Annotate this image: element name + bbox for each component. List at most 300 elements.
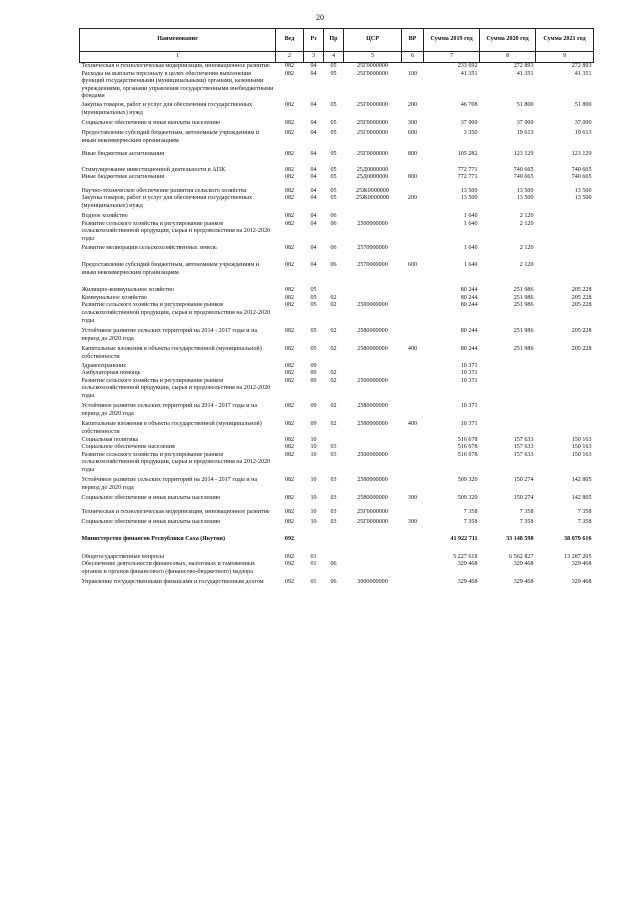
row-pr: 06	[330, 262, 337, 269]
table-row	[80, 536, 594, 553]
budget-table	[79, 28, 594, 587]
row-sum-2019: 1 640	[463, 220, 478, 227]
row-name: Устойчивое развитие сельских территорий на 2014 - 2017 годы и на период до 2020 года	[81, 477, 258, 491]
header-cell: Сумма 2020 год	[480, 29, 536, 52]
row-name: Капитальные вложения в объекты государственной (муниципальной) собственности	[81, 346, 262, 360]
row-name: Общегосударственные вопросы	[81, 553, 165, 560]
row-pr: 05	[330, 63, 337, 69]
row-csr	[344, 554, 402, 562]
row-rz: 10	[310, 436, 317, 443]
row-ved: 092	[284, 536, 295, 543]
row-sum-2019: 10 371	[460, 421, 478, 428]
page-number: 20	[316, 13, 324, 22]
row-sum-2021: 272 893	[571, 63, 592, 69]
row-vr: 300	[407, 495, 418, 502]
header-cell: Вед	[276, 29, 304, 52]
row-vr	[402, 302, 424, 328]
table-row	[80, 363, 594, 371]
row-vr: 300	[407, 518, 418, 525]
row-name: Научно-техническое обеспечение развития сельского хозяйства	[81, 187, 247, 194]
row-sum-2020: 2 120	[519, 220, 534, 227]
row-vr	[402, 221, 424, 245]
header-cell: Пр	[324, 29, 344, 52]
row-vr: 200	[407, 102, 418, 109]
row-rz: 04	[310, 174, 317, 181]
row-pr: 02	[330, 328, 337, 335]
row-sum-2020: 33 148 598	[506, 536, 534, 543]
row-csr: 25Г0000000	[357, 120, 388, 127]
row-pr: 02	[330, 370, 337, 377]
row-csr	[344, 295, 402, 303]
row-sum-2021: 740 665	[571, 174, 592, 181]
row-name: Закупка товаров, работ и услуг для обеспечения государственных (муниципальных) нужд	[81, 195, 253, 209]
row-sum-2020: 740 665	[513, 174, 534, 181]
row-csr: 2500000000	[357, 451, 388, 458]
row-pr: 06	[330, 213, 337, 220]
row-ved: 082	[284, 102, 295, 109]
row-ved: 082	[284, 70, 295, 77]
row-sum-2021	[536, 363, 594, 371]
row-rz: 10	[310, 451, 317, 458]
row-rz: 09	[310, 362, 317, 369]
table-row	[80, 519, 594, 536]
row-rz: 01	[310, 553, 317, 560]
row-vr	[402, 378, 424, 404]
row-sum-2019: 329 468	[457, 561, 478, 568]
row-rz: 10	[310, 444, 317, 451]
row-sum-2020: 2 120	[519, 244, 534, 251]
row-pr: 02	[330, 403, 337, 410]
row-rz: 05	[310, 294, 317, 301]
row-sum-2021: 51 800	[574, 102, 592, 109]
row-vr	[402, 536, 424, 553]
row-pr: 06	[330, 561, 337, 568]
row-ved: 082	[284, 495, 295, 502]
row-pr: 05	[330, 70, 337, 77]
table-row	[80, 102, 594, 120]
row-name: Социальное обеспечение и иные выплаты населению	[81, 120, 221, 127]
row-name: Иные бюджетные ассигнования	[81, 150, 165, 157]
row-sum-2021: 740 665	[571, 166, 592, 173]
row-pr: 05	[330, 120, 337, 127]
row-sum-2020: 7 358	[519, 518, 534, 525]
row-sum-2021: 41 351	[574, 70, 592, 77]
row-pr: 02	[330, 377, 337, 384]
row-ved: 082	[284, 195, 295, 202]
table-row	[80, 495, 594, 508]
row-sum-2020: 2 120	[519, 213, 534, 220]
row-sum-2019: 37 000	[460, 120, 478, 127]
row-name: Развитие сельского хозяйства и регулирование рынков сельскохозяйственной продукции, сырья и продовольствия на 2012-2020 годы	[81, 377, 271, 399]
header-cell: ЦСР	[344, 29, 402, 52]
row-sum-2020: 251 986	[513, 346, 534, 353]
row-ved: 082	[284, 477, 295, 484]
row-sum-2021: 205 228	[571, 302, 592, 309]
column-number: 4	[324, 52, 344, 63]
table-row	[80, 328, 594, 346]
row-csr: 25Ж0000000	[356, 187, 389, 194]
row-pr: 03	[330, 451, 337, 458]
row-rz	[304, 536, 324, 553]
row-sum-2019: 233 692	[457, 63, 478, 69]
row-sum-2020	[480, 421, 536, 436]
row-rz: 01	[310, 579, 317, 586]
row-rz: 04	[310, 244, 317, 251]
row-sum-2019: 41 922 711	[450, 536, 478, 543]
row-sum-2021: 123 129	[571, 150, 592, 157]
row-sum-2020: 51 800	[516, 102, 534, 109]
row-csr: 2500000000	[357, 377, 388, 384]
row-name: Техническая и технологическая модернизация, инновационное развитие	[81, 63, 270, 69]
row-ved: 092	[284, 579, 295, 586]
row-sum-2019: 1 640	[463, 244, 478, 251]
row-name: Социальное обеспечение и иные выплаты населению	[81, 495, 221, 502]
row-name: Развитие сельского хозяйства и регулирование рынков сельскохозяйственной продукции, сырья и продовольствия на 2012-2020 годы	[81, 451, 271, 473]
header-cell: Наименование	[80, 29, 276, 52]
row-pr: 02	[330, 421, 337, 428]
row-ved: 082	[284, 436, 295, 443]
table-row	[80, 477, 594, 495]
row-pr: 05	[330, 166, 337, 173]
row-sum-2020: 157 633	[513, 436, 534, 443]
row-csr	[344, 444, 402, 452]
row-ved: 082	[284, 451, 295, 458]
column-number: 2	[276, 52, 304, 63]
row-name: Развитие мелиорации сельскохозяйственных земель	[81, 244, 217, 251]
row-sum-2019: 1 640	[463, 213, 478, 220]
row-sum-2020: 157 633	[513, 451, 534, 458]
row-sum-2020	[480, 370, 536, 378]
row-vr	[402, 188, 424, 196]
row-sum-2019: 772 771	[457, 174, 478, 181]
row-name: Устойчивое развитие сельских территорий на 2014 - 2017 годы и на период до 2020 года	[81, 328, 258, 342]
row-sum-2019: 80 244	[460, 346, 478, 353]
row-rz: 10	[310, 508, 317, 515]
row-sum-2020: 2 120	[519, 262, 534, 269]
row-sum-2020: 251 986	[513, 328, 534, 335]
row-name: Социальное обеспечение населения	[81, 444, 175, 451]
row-sum-2020: 251 986	[513, 302, 534, 309]
row-pr: 02	[330, 294, 337, 301]
row-ved: 082	[284, 377, 295, 384]
row-csr: 2580000000	[357, 346, 388, 353]
row-sum-2021	[536, 245, 594, 262]
row-sum-2020: 329 468	[513, 579, 534, 586]
table-body	[80, 63, 594, 587]
row-ved: 082	[284, 518, 295, 525]
row-sum-2019: 516 678	[457, 444, 478, 451]
row-vr: 100	[407, 70, 418, 77]
row-sum-2020	[480, 363, 536, 371]
row-csr: 2580000000	[357, 477, 388, 484]
table-row	[80, 120, 594, 130]
row-pr: 03	[330, 495, 337, 502]
row-sum-2020: 329 468	[513, 561, 534, 568]
row-rz: 04	[310, 220, 317, 227]
row-pr: 05	[330, 150, 337, 157]
row-sum-2021: 150 163	[571, 436, 592, 443]
row-sum-2020: 41 351	[516, 70, 534, 77]
row-csr: 2500000000	[357, 220, 388, 227]
row-sum-2020: 150 274	[513, 477, 534, 484]
row-csr: 3000000000	[357, 579, 388, 586]
row-ved: 082	[284, 213, 295, 220]
row-sum-2021: 205 228	[571, 287, 592, 294]
table-row	[80, 444, 594, 452]
row-name: Расходы на выплаты персоналу в целях обеспечения выполнения функций государственными (муниципальными) органами, казенными учреждениями, органами управления государственными внебюджетными фондами	[81, 70, 274, 100]
row-ved: 092	[284, 561, 295, 568]
row-sum-2020	[480, 378, 536, 404]
row-pr	[324, 536, 344, 553]
row-name: Водное хозяйство	[81, 213, 128, 220]
row-rz: 10	[310, 477, 317, 484]
row-name: Развитие сельского хозяйства и регулирование рынков сельскохозяйственной продукции, сырья и продовольствия на 2012-2020 годы	[81, 220, 271, 242]
row-ved: 092	[284, 553, 295, 560]
table-row	[80, 452, 594, 478]
row-pr: 06	[330, 220, 337, 227]
row-sum-2021: 150 163	[571, 451, 592, 458]
table-row	[80, 421, 594, 436]
row-name: Стимулирование инвестиционной деятельности в АПК	[81, 166, 226, 173]
row-sum-2019: 329 468	[457, 579, 478, 586]
row-sum-2019: 5 227 618	[453, 553, 478, 560]
table-row	[80, 346, 594, 363]
row-rz: 04	[310, 166, 317, 173]
row-sum-2021	[536, 370, 594, 378]
row-csr	[344, 536, 402, 553]
row-rz: 04	[310, 187, 317, 194]
row-pr: 05	[330, 102, 337, 109]
row-csr	[344, 213, 402, 221]
row-pr: 02	[330, 302, 337, 309]
row-vr: 600	[407, 130, 418, 137]
row-sum-2021: 205 228	[571, 328, 592, 335]
row-sum-2019: 10 371	[460, 362, 478, 369]
row-csr: 2580000000	[357, 421, 388, 428]
table-row	[80, 213, 594, 221]
row-sum-2021: 19 613	[574, 130, 592, 137]
row-rz: 04	[310, 102, 317, 109]
row-sum-2021: 7 358	[577, 518, 592, 525]
row-csr: 25Г0000000	[357, 70, 388, 77]
row-sum-2019: 80 244	[460, 302, 478, 309]
row-csr: 2580000000	[357, 328, 388, 335]
row-csr: 25Г0000000	[357, 518, 388, 525]
row-sum-2021: 13 500	[574, 195, 592, 202]
row-vr	[402, 579, 424, 587]
row-sum-2021: 205 228	[571, 346, 592, 353]
row-rz: 04	[310, 120, 317, 127]
row-sum-2020: 251 986	[513, 287, 534, 294]
table-row	[80, 370, 594, 378]
table-row	[80, 63, 594, 71]
row-rz: 05	[310, 302, 317, 309]
row-pr: 03	[330, 518, 337, 525]
row-ved: 082	[284, 403, 295, 410]
row-vr	[402, 213, 424, 221]
table-row	[80, 378, 594, 404]
row-vr	[402, 444, 424, 452]
row-pr	[324, 437, 344, 445]
row-sum-2020: 123 129	[513, 150, 534, 157]
row-name: Социальная политика	[81, 436, 139, 443]
row-rz: 04	[310, 213, 317, 220]
row-rz: 10	[310, 518, 317, 525]
row-csr: 25Г0000000	[357, 150, 388, 157]
table-row	[80, 221, 594, 245]
row-name: Амбулаторная помощь	[81, 370, 141, 377]
row-name: Социальное обеспечение и иные выплаты населению	[81, 518, 221, 525]
table-row	[80, 151, 594, 167]
row-pr: 03	[330, 508, 337, 515]
table-row	[80, 174, 594, 187]
row-sum-2021: 329 468	[571, 561, 592, 568]
row-vr: 800	[407, 174, 418, 181]
row-sum-2021: 142 805	[571, 495, 592, 502]
header-cell: Рз	[304, 29, 324, 52]
row-csr: 25Г0000000	[357, 130, 388, 137]
table-row	[80, 302, 594, 328]
row-sum-2021	[536, 403, 594, 421]
row-sum-2019: 3 350	[463, 130, 478, 137]
row-sum-2021: 37 000	[574, 120, 592, 127]
row-sum-2020: 272 893	[513, 63, 534, 69]
row-csr	[344, 370, 402, 378]
row-name: Обеспечение деятельности финансовых, налоговых и таможенных органов и органов финансового (финансово-бюджетного) надзора	[81, 561, 255, 575]
row-name: Иные бюджетные ассигнования	[81, 174, 165, 181]
row-sum-2020: 740 665	[513, 166, 534, 173]
row-sum-2021: 329 468	[571, 579, 592, 586]
row-vr	[402, 245, 424, 262]
column-number: 6	[402, 52, 424, 63]
row-ved: 082	[284, 287, 295, 294]
table-row	[80, 403, 594, 421]
row-csr: 2580000000	[357, 495, 388, 502]
column-number: 8	[480, 52, 536, 63]
row-sum-2020: 6 562 827	[509, 553, 534, 560]
row-csr: 25Г0000000	[357, 102, 388, 109]
row-csr: 25Г0000000	[357, 508, 388, 515]
row-sum-2021: 13 500	[574, 187, 592, 194]
header-cell: Сумма 2019 год	[424, 29, 480, 52]
table-row	[80, 287, 594, 295]
row-ved: 082	[284, 262, 295, 269]
row-pr: 05	[330, 174, 337, 181]
column-number: 1	[80, 52, 276, 63]
row-ved: 082	[284, 346, 295, 353]
row-csr: 25Г0000000	[357, 63, 388, 69]
row-ved: 082	[284, 220, 295, 227]
row-rz: 09	[310, 370, 317, 377]
row-ved: 082	[284, 302, 295, 309]
row-ved: 082	[284, 294, 295, 301]
row-sum-2019: 10 371	[460, 370, 478, 377]
row-rz: 05	[310, 346, 317, 353]
row-vr: 300	[407, 120, 418, 127]
row-ved: 082	[284, 150, 295, 157]
row-vr	[402, 403, 424, 421]
row-ved: 082	[284, 120, 295, 127]
row-name: Жилищно-коммунальное хозяйство	[81, 287, 174, 294]
row-name: Коммунальное хозяйство	[81, 294, 147, 301]
header-cell: Сумма 2021 год	[536, 29, 594, 52]
table-row	[80, 195, 594, 213]
row-rz: 09	[310, 421, 317, 428]
row-sum-2019: 772 771	[457, 166, 478, 173]
row-sum-2019: 80 244	[460, 328, 478, 335]
row-csr	[344, 561, 402, 579]
row-name: Предоставление субсидий бюджетным, автономным учреждениям и иным некоммерческим организациям	[81, 130, 260, 144]
row-vr	[402, 370, 424, 378]
row-sum-2020: 13 500	[516, 195, 534, 202]
row-vr	[402, 167, 424, 175]
row-name: Закупка товаров, работ и услуг для обеспечения государственных (муниципальных) нужд	[81, 102, 253, 116]
column-number-row	[80, 52, 594, 63]
column-number: 9	[536, 52, 594, 63]
row-sum-2021	[536, 378, 594, 404]
table-row	[80, 130, 594, 151]
row-vr	[402, 509, 424, 519]
row-csr: 25Д0000000	[356, 174, 389, 181]
table-row	[80, 71, 594, 103]
row-pr	[324, 363, 344, 371]
row-ved: 082	[284, 166, 295, 173]
row-csr	[344, 437, 402, 445]
row-ved: 082	[284, 63, 295, 69]
row-pr	[324, 287, 344, 295]
row-csr: 2570000000	[357, 262, 388, 269]
row-name: Предоставление субсидий бюджетным, автономным учреждениям и иным некоммерческим организациям	[81, 262, 260, 276]
row-ved: 082	[284, 362, 295, 369]
row-sum-2021: 142 805	[571, 477, 592, 484]
row-sum-2019: 509 320	[457, 495, 478, 502]
row-sum-2020: 7 358	[519, 508, 534, 515]
row-rz: 09	[310, 377, 317, 384]
table-row	[80, 561, 594, 579]
row-sum-2019: 1 640	[463, 262, 478, 269]
row-name: Здравоохранение	[81, 362, 127, 369]
row-sum-2020: 251 986	[513, 294, 534, 301]
row-pr: 05	[330, 195, 337, 202]
table-row	[80, 509, 594, 519]
row-sum-2019: 509 320	[457, 477, 478, 484]
row-sum-2019: 10 371	[460, 377, 478, 384]
row-rz: 01	[310, 561, 317, 568]
row-ved: 082	[284, 244, 295, 251]
row-name: Техническая и технологическая модернизация, инновационное развитие	[81, 508, 270, 515]
row-sum-2019: 41 351	[460, 70, 478, 77]
row-sum-2020: 150 274	[513, 495, 534, 502]
row-rz: 10	[310, 495, 317, 502]
row-sum-2021	[536, 421, 594, 436]
row-vr	[402, 328, 424, 346]
row-sum-2019: 516 678	[457, 451, 478, 458]
row-sum-2021: 150 163	[571, 444, 592, 451]
row-vr	[402, 295, 424, 303]
row-csr: 2570000000	[357, 244, 388, 251]
row-name: Капитальные вложения в объекты государственной (муниципальной) собственности	[81, 421, 262, 435]
header-cell: ВР	[402, 29, 424, 52]
row-name: Управление государственными финансами и государственным долгом	[81, 579, 264, 586]
row-sum-2019: 46 708	[460, 102, 478, 109]
row-sum-2019: 80 244	[460, 294, 478, 301]
row-vr: 200	[407, 195, 418, 202]
row-rz: 04	[310, 70, 317, 77]
row-vr	[402, 561, 424, 579]
row-csr	[344, 287, 402, 295]
table-row	[80, 262, 594, 287]
column-number: 7	[424, 52, 480, 63]
